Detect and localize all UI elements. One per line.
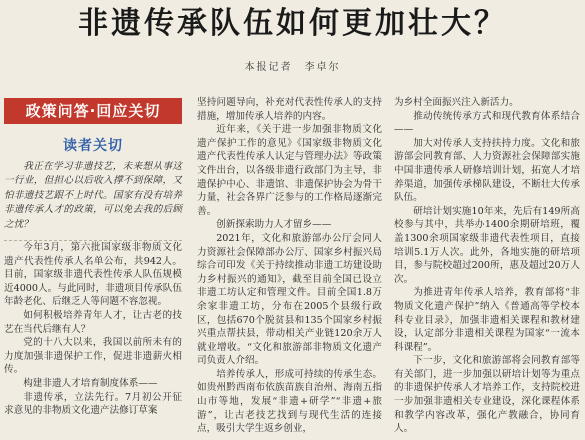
paragraph: 为推进青年传承人培养，教育部将“非物质文化遗产保护”纳入《普通高等学校本科专业目录》，加强非遗相关课程和教材建设，认定部分非遗相关课程为国家“一流本科课程”。 [394,287,580,353]
paragraph: 非遗传承，立法先行。7月初公开征求意见的非物质文化遗产法修订草案 [4,391,182,417]
paragraph: 2021年，文化和旅游部办公厅会同人力资源社会保障部办公厅、国家乡村振兴局综合司印发《关于持续推动非遗工坊建设助力乡村振兴的通知》，截至目前全国已设立非遗工坊认定和管理文件。目前全国1.8万余家非遗工坊，分布在2005个县级行政区，包括670个脱贫县和135个国家乡村振兴重点帮扶县，带动相关产业链120余万人就业增收。“文化和旅游部非物质文化遗产司负责人介绍。 [197,232,382,367]
column-1 [4,96,182,418]
paragraph: 为乡村全面振兴注入新活力。 [394,97,519,108]
paragraph: 下一步，文化和旅游部将会同教育部等有关部门，进一步加强以研培计划等为重点的非遗保护传承人才培养工作，支持院校进一步加强非遗相关专业建设，深化课程体系和教学内容改革，强化产教融合，协同育人。 [394,355,580,435]
subheading: 创新探索助力人才留乡—— [216,219,332,231]
reader-question: 我正在学习非遗技艺，未来想从事这一行业，但担心以后收入撑不到保障，又怕非遗技艺跟不上时代。国家有没有培养非遗传承人才的政策，可以免去我的后顾之忧？ [4,160,182,242]
paragraph: 如何积极培养青年人才，让古老的技艺在当代后继有人？ [4,310,182,335]
article-byline: 本报记者 李卓尔 [244,62,341,73]
paragraph: 研培计划实施10年来，先后有149所高校参与其中，共举办1400余期研培班，覆盖1300余项国家级非遗代表性项目，直接培训5.1万人次。此外，各地实施的研培项目，参与院校超过200所，惠及超过20万人次。 [394,205,580,285]
policy-qa-banner: 政策问答·回应关切 [4,98,182,124]
paragraph: 加大对传承人支持扶持力度。文化和旅游部会同教育部、人力资源社会保障部实施中国非遗传承人研修培训计划，拓宽人才培养渠道，加强传承梯队建设，不断壮大传承队伍。 [394,137,580,204]
column-2 [197,96,382,436]
article-headline: 非遗传承队伍如何更加壮大？ [78,6,507,41]
column-3 [394,96,580,436]
subheading: 推动传统传承方式和现代教育体系结合—— [394,110,580,136]
paragraph: 党的十八大以来，我国以前所未有的力度加强非遗保护工作，促进非遗薪火相传。 [4,337,182,376]
subheading: 构建非遗人才培育制度体系—— [23,378,158,390]
reader-concern-title: 读者关切 [63,138,123,154]
paragraph: 近年来，《关于进一步加强非物质文化遗产保护工作的意见》《国家级非物质文化遗产代表性传承人认定与管理办法》等政策文件出台，以各级非遗行政部门为主导，非遗保护中心、非遗馆、非遗保护协会为骨干力量，社会各界广泛参与的工作格局逐渐完善。 [197,124,382,217]
paragraph: 今年3月，第六批国家级非物质文化遗产代表性传承人名单公布，共942人。目前，国家级非遗代表性传承人队伍规模近4000人。与此同时，非遗项目传承队伍年龄老化、后继乏人等问题不容忽视。 [4,242,182,308]
paragraph: 培养传承人，形成可持续的传承生态。如贵州黔西南布依族苗族自治州、海南五指山市等地，发展“非遗+研学”“非遗+旅游”，让古老技艺找到与现代生活的连接点，吸引大学生返乡创业， [197,368,382,435]
paragraph: 坚持问题导向，补充对代表性传承人的支持措施，增加传承人培养的内容。 [197,97,382,122]
